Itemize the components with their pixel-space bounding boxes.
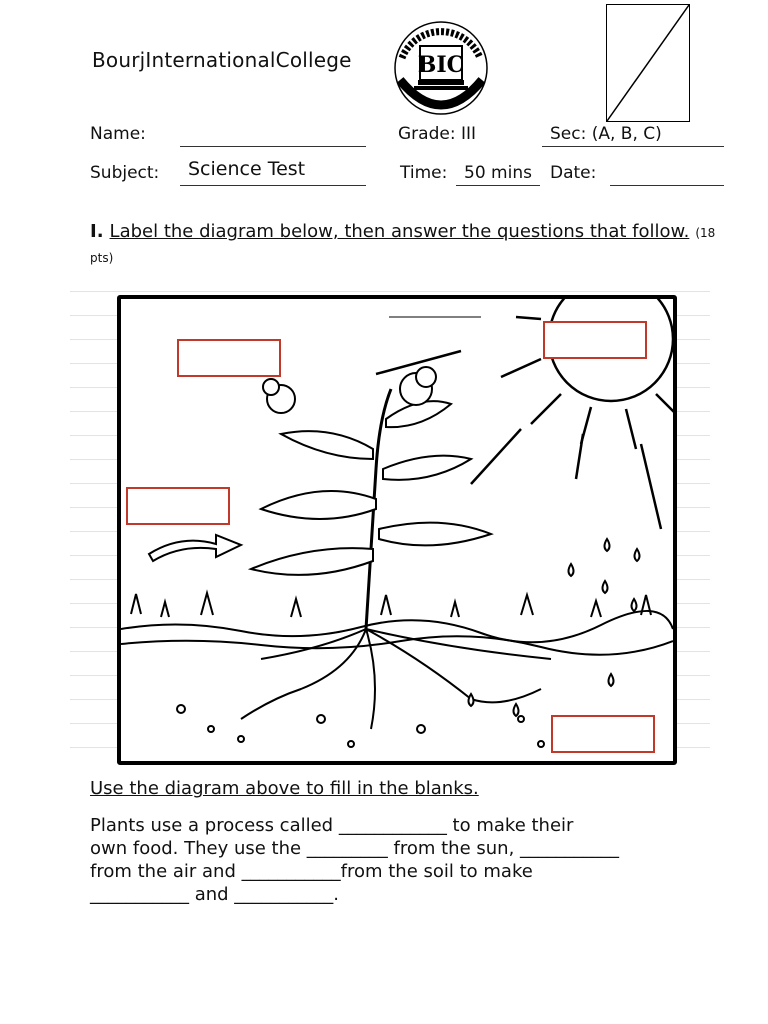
subject-label: Subject: [90, 163, 160, 183]
roots-icon [241, 629, 551, 729]
question-heading [90, 220, 730, 270]
time-field[interactable] [456, 185, 540, 186]
subject-value: Science Test [188, 158, 306, 180]
photo-box [606, 4, 690, 122]
date-label: Date: [550, 163, 597, 183]
section-label: Sec: (A, B, C) [550, 124, 662, 144]
label-box-water[interactable] [551, 715, 655, 753]
plant-diagram [117, 295, 677, 765]
grade-label: Grade: III [398, 124, 477, 144]
school-name: BourjInternationalCollege [92, 48, 352, 72]
section-line [542, 146, 724, 147]
question-instruction: Label the diagram below, then answer the questions that follow. [109, 221, 690, 242]
question-points: (18 pts) [90, 226, 716, 265]
subject-field[interactable] [180, 185, 366, 186]
fill-in-line-4: ___________ and ___________. [90, 884, 340, 905]
name-field[interactable] [180, 146, 366, 147]
time-value: 50 mins [464, 163, 532, 183]
air-arrow-icon [149, 535, 241, 561]
date-field[interactable] [610, 185, 724, 186]
raindrop-icon [469, 539, 640, 716]
svg-text:BIC: BIC [417, 52, 465, 78]
fill-in-line-3: from the air and ___________from the soil to make [90, 861, 533, 882]
fill-in-paragraph [90, 814, 740, 906]
label-box-sun[interactable] [543, 321, 647, 359]
time-label: Time: [400, 163, 448, 183]
plant-icon [251, 367, 491, 629]
school-logo [382, 18, 500, 118]
name-label: Name: [90, 124, 146, 144]
label-box-leaves[interactable] [177, 339, 281, 377]
fill-in-line-2: own food. They use the _________ from the sun, ___________ [90, 838, 620, 859]
question-number: I. [90, 221, 104, 242]
label-box-air[interactable] [126, 487, 230, 525]
fill-in-line-1: Plants use a process called ____________ to make their [90, 815, 574, 836]
fill-in-title: Use the diagram above to fill in the blanks. [90, 778, 479, 799]
